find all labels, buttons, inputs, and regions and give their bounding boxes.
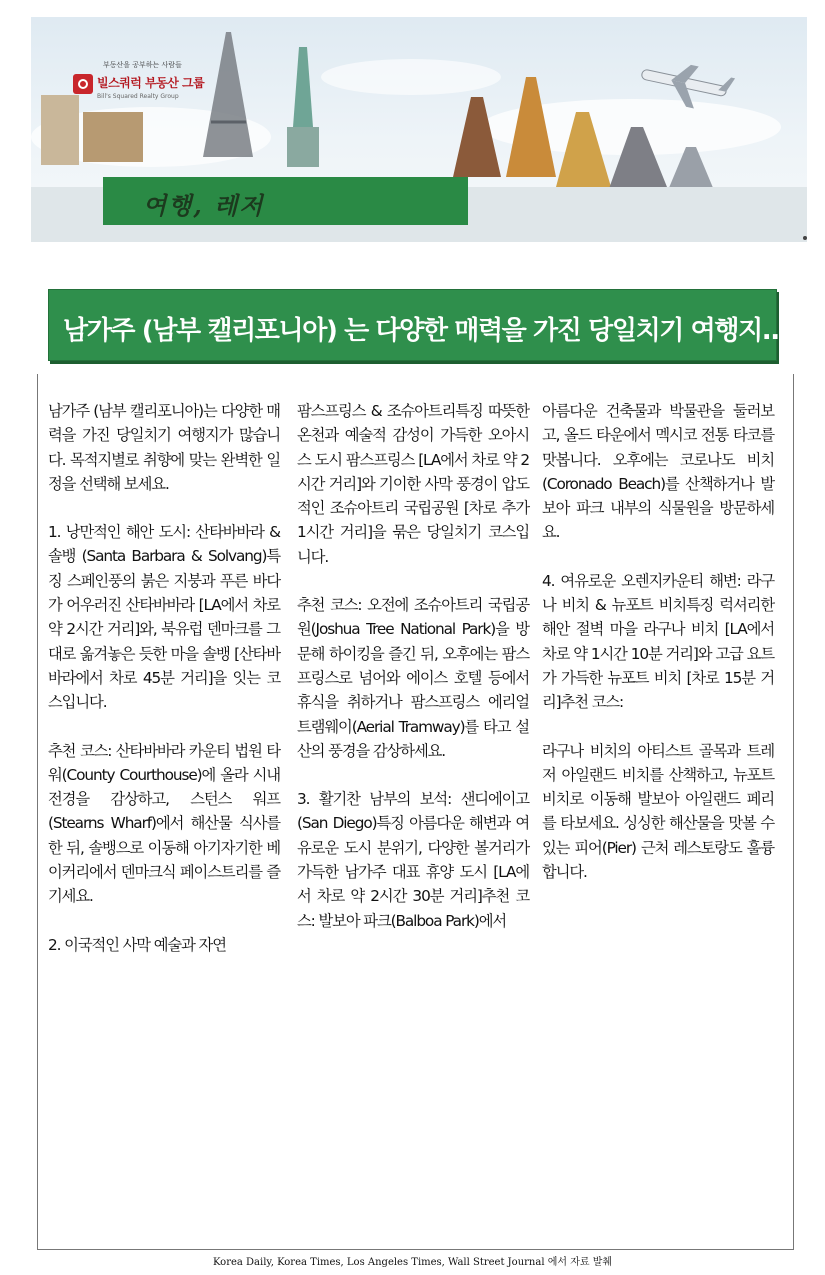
logo-subtitle: Bill's Squared Realty Group <box>97 93 179 100</box>
logo-mark-icon <box>73 74 93 94</box>
paragraph: 남가주 (남부 캘리포니아)는 다양한 매력을 가진 당일치기 여행지가 많습니다. 목적지별로 취향에 맞는 완벽한 일정을 선택해 보세요. <box>48 402 280 493</box>
banner-dot <box>803 236 807 240</box>
paragraph: 추천 코스: 오전에 조슈아트리 국립공원(Joshua Tree National Park)을 방문해 하이킹을 즐긴 뒤, 오후에는 팜스프링스로 넘어와 에이스 호텔 등에서 휴식을 취하거나 팜스프링스 에리얼 트램웨이(Aerial Tramway)를 타고 설산의 풍경을 감상하세요. <box>297 596 529 760</box>
section-label-tab <box>103 177 468 225</box>
paragraph: 3. 활기찬 남부의 보석: 샌디에이고 (San Diego)특징 아름다운 해변과 여유로운 도시 분위기, 다양한 볼거리가 가득한 남가주 대표 휴양 도시 [LA에서 차로 약 2시간 30분 거리]추천 코스: 발보아 파크(Balboa Park)에서 <box>297 790 529 930</box>
article-column-1 <box>48 399 280 981</box>
logo-tagline: 부동산을 공부하는 사람들 <box>103 61 182 69</box>
paragraph: 추천 코스: 산타바바라 카운티 법원 타워(County Courthouse)에 올라 시내 전경을 감상하고, 스턴스 워프(Stearns Wharf)에서 해산물 식사를 한 뒤, 솔뱅으로 이동해 아기자기한 베이커리에서 덴마크식 페이스트리를 즐기세요. <box>48 741 280 906</box>
paragraph: 팜스프링스 & 조슈아트리특징 따뜻한 온천과 예술적 감성이 가득한 오아시스 도시 팜스프링스 [LA에서 차로 약 2시간 거리]와 기이한 사막 풍경이 압도적인 조슈아트리 국립공원 [차로 추가 1시간 거리]을 묶은 당일치기 코스입니다. <box>297 402 529 566</box>
article-title: 남가주 (남부 캘리포니아) 는 다양한 매력을 가진 당일치기 여행지... <box>63 316 788 346</box>
section-label: 여행, 레저 <box>143 191 265 220</box>
company-logo <box>73 60 248 120</box>
paragraph: 2. 이국적인 사막 예술과 자연 <box>48 935 226 954</box>
article-title-bar <box>48 289 788 361</box>
travel-banner <box>31 17 807 242</box>
logo-company-name: 빌스쿼럭 부동산 그룹 <box>97 76 205 90</box>
paragraph: 아름다운 건축물과 박물관을 둘러보고, 올드 타운에서 멕시코 전통 타코를 맛봅니다. 오후에는 코로나도 비치(Coronado Beach)를 산책하거나 발보아 파크 내부의 식물원을 방문하세요. <box>542 402 774 542</box>
article-column-2 <box>297 399 529 957</box>
article-column-3 <box>542 399 774 908</box>
paragraph: 4. 여유로운 오렌지카운티 해변: 라구나 비치 & 뉴포트 비치특징 럭셔리한 해안 절벽 마을 라구나 비치 [LA에서 차로 약 1시간 10분 거리]와 고급 요트가 가득한 뉴포트 비치 [차로 15분 거리]추천 코스: <box>542 571 774 712</box>
source-footer: Korea Daily, Korea Times, Los Angeles Times, Wall Street Journal 에서 자료 발췌 <box>212 1257 613 1268</box>
paragraph: 라구나 비치의 아티스트 골목과 트레저 아일랜드 비치를 산책하고, 뉴포트 비치로 이동해 발보아 아일랜드 페리를 타보세요. 싱싱한 해산물을 맛볼 수 있는 피어(Pier) 근처 레스토랑도 훌륭합니다. <box>542 741 774 882</box>
paragraph: 1. 낭만적인 해안 도시: 산타바바라 & 솔뱅 (Santa Barbara & Solvang)특징 스페인풍의 붉은 지붕과 푸른 바다가 어우러진 산타바바라 [LA에서 차로 약 2시간 거리]와, 북유럽 덴마크를 그대로 옮겨놓은 듯한 마을 솔뱅 [산타바바라에서 차로 45분 거리]을 잇는 코스입니다. <box>48 523 280 712</box>
